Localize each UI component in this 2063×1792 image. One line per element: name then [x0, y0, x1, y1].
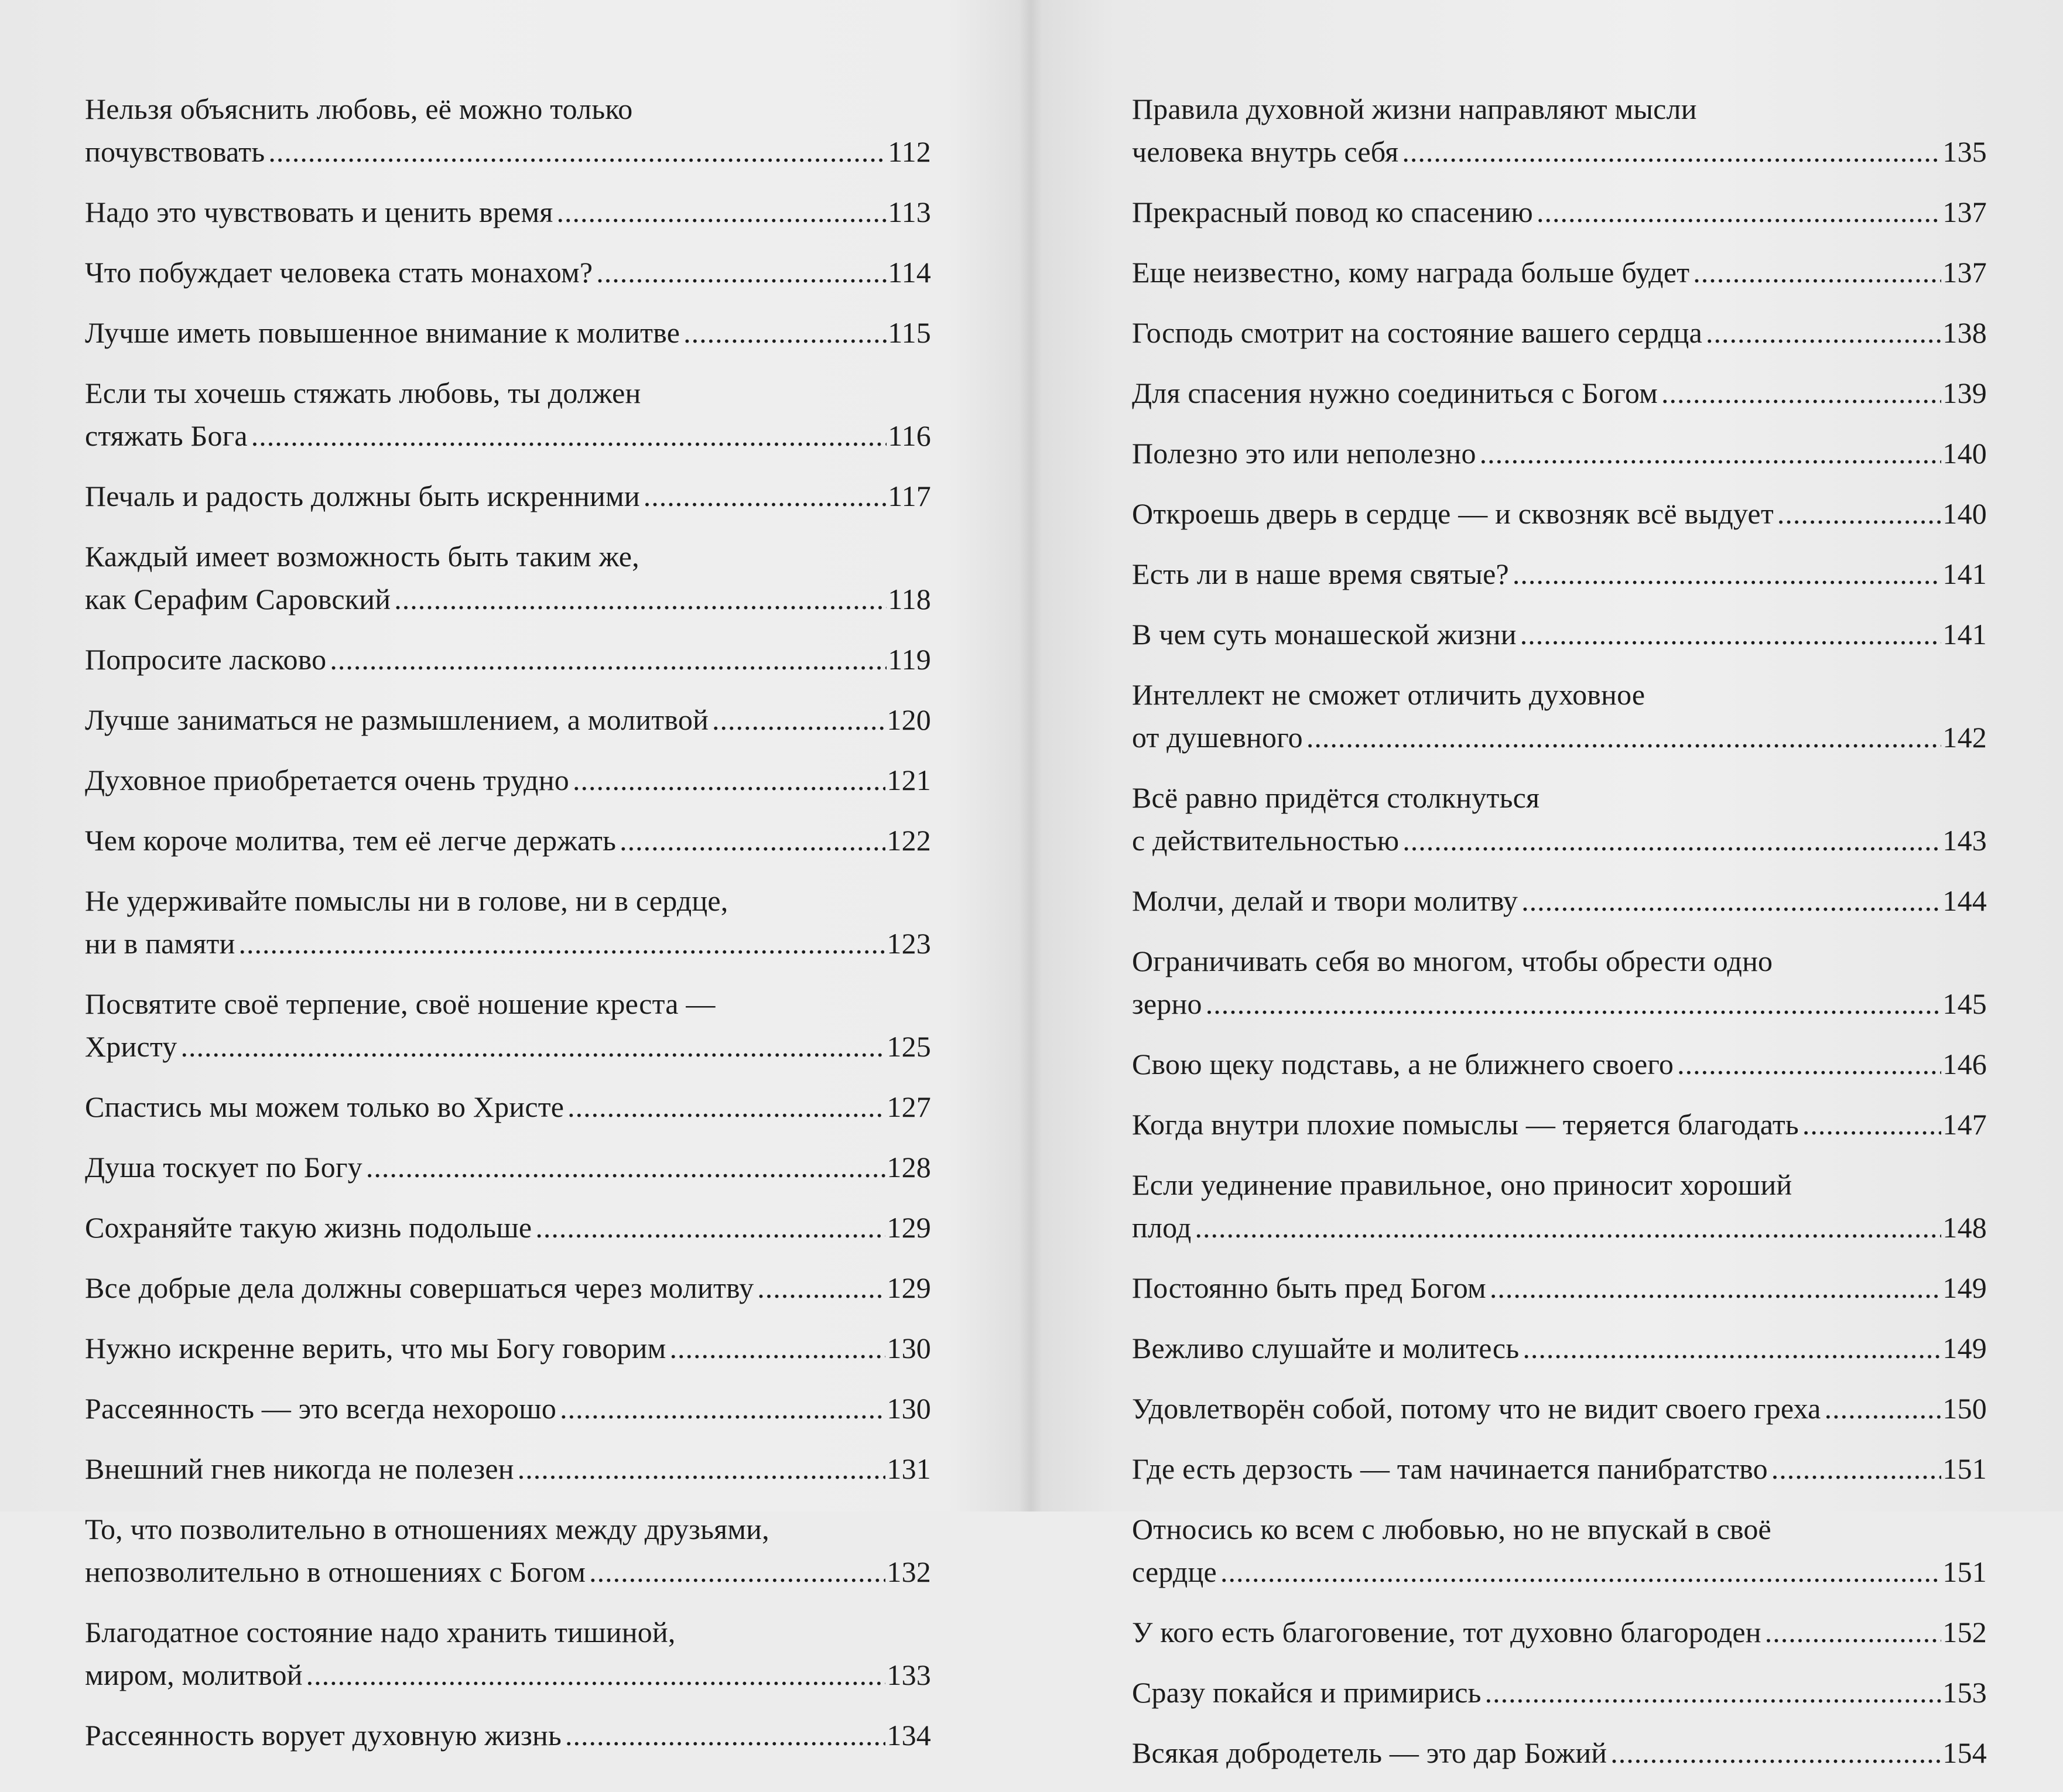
toc-entry-title-line: Спастись мы можем только во Христе — [85, 1090, 564, 1123]
toc-entry-title-line: Печаль и радость должны быть искренними — [85, 480, 640, 512]
toc-entry — [1132, 1448, 1987, 1490]
dot-leader — [1523, 1327, 1941, 1370]
toc-page-number: 145 — [1942, 987, 1987, 1020]
dot-leader — [394, 578, 887, 621]
dot-leader — [620, 819, 885, 862]
toc-entry-title-line: Попросите ласково — [85, 643, 327, 676]
toc-page-number: 143 — [1942, 824, 1987, 857]
toc-entry-title-line: Удовлетворён собой, потому что не видит своего греха — [1132, 1392, 1821, 1425]
dot-leader — [560, 1387, 885, 1430]
toc-page-number: 128 — [887, 1151, 931, 1184]
toc-entry-title-line: Что побуждает человека стать монахом? — [85, 256, 593, 289]
dot-leader — [1825, 1387, 1942, 1430]
toc-page-number: 129 — [887, 1271, 931, 1304]
toc-entry — [1132, 1732, 1987, 1774]
toc-entry-last-line — [85, 578, 931, 621]
toc-entry — [1132, 880, 1987, 922]
toc-page-number: 154 — [1942, 1736, 1987, 1769]
toc-entry-title-line: Прекрасный повод ко спасению — [1132, 196, 1533, 228]
toc-entry — [1132, 493, 1987, 535]
toc-entry-last-line — [1132, 1387, 1987, 1430]
toc-page-number: 149 — [1942, 1271, 1987, 1304]
toc-page-number: 142 — [1942, 721, 1987, 754]
toc-entry — [1132, 1508, 1987, 1593]
toc-entry — [1132, 1164, 1987, 1249]
toc-entry — [1132, 372, 1987, 415]
toc-entry — [1132, 191, 1987, 234]
toc-entry-last-line — [1132, 1671, 1987, 1714]
toc-entry — [85, 1387, 931, 1430]
dot-leader — [251, 415, 887, 457]
toc-entry-title-line: Постоянно быть пред Богом — [1132, 1271, 1486, 1304]
toc-page-number: 113 — [888, 196, 931, 228]
toc-entry-last-line — [1132, 493, 1987, 535]
toc-entry-title-line: как Серафим Саровский — [85, 583, 391, 615]
toc-entry-last-line — [85, 638, 931, 681]
toc-entry-title-line: Рассеянность — это всегда нехорошо — [85, 1392, 557, 1425]
dot-leader — [1402, 819, 1941, 862]
toc-page-number: 146 — [1942, 1048, 1987, 1080]
toc-page-number: 133 — [887, 1658, 931, 1691]
toc-entry-title-line: Свою щеку подставь, а не ближнего своего — [1132, 1048, 1674, 1080]
dot-leader — [1306, 716, 1942, 759]
toc-entry — [85, 638, 931, 681]
toc-page-number: 150 — [1942, 1392, 1987, 1425]
toc-entry-title-line: Полезно это или неполезно — [1132, 437, 1476, 470]
dot-leader — [589, 1551, 885, 1593]
toc-entry-title-line: Лучше заниматься не размышлением, а молитвой — [85, 703, 709, 736]
toc-page-number: 149 — [1942, 1332, 1987, 1364]
toc-entry-last-line — [1132, 1103, 1987, 1146]
toc-entry-last-line — [85, 475, 931, 518]
dot-leader — [573, 759, 885, 802]
toc-entry-last-line — [85, 1206, 931, 1249]
toc-entry-title-line: Относись ко всем с любовью, но не впускай в своё — [1132, 1513, 1771, 1545]
toc-entry — [85, 880, 931, 965]
toc-entry-title-line: Если ты хочешь стяжать любовь, ты должен — [85, 377, 641, 409]
toc-entry-last-line — [1132, 553, 1987, 596]
toc-entry-last-line — [85, 1448, 931, 1490]
toc-entry — [85, 1611, 931, 1697]
toc-entry-title-line: Душа тоскует по Богу — [85, 1151, 362, 1184]
toc-entry-title-line: Есть ли в наше время святые? — [1132, 558, 1509, 590]
toc-entry-last-line — [85, 1146, 931, 1189]
toc-entry-last-line — [1132, 716, 1987, 759]
dot-leader — [1480, 432, 1942, 475]
toc-page-number: 135 — [1942, 135, 1987, 168]
toc-page-number: 141 — [1942, 618, 1987, 651]
toc-page-number: 147 — [1942, 1108, 1987, 1141]
toc-entry — [1132, 432, 1987, 475]
toc-entry-last-line — [85, 1654, 931, 1697]
toc-entry-title-line: Духовное приобретается очень трудно — [85, 764, 569, 796]
dot-leader — [518, 1448, 886, 1490]
dot-leader — [1661, 372, 1941, 415]
dot-leader — [1610, 1732, 1941, 1774]
toc-entry-last-line — [1132, 819, 1987, 862]
toc-page-number: 129 — [887, 1211, 931, 1244]
dot-leader — [1220, 1551, 1941, 1593]
toc-entry — [85, 251, 931, 294]
dot-leader — [1402, 131, 1941, 173]
toc-page-number: 131 — [887, 1452, 931, 1485]
toc-entry-last-line — [1132, 432, 1987, 475]
dot-leader — [1206, 983, 1942, 1025]
toc-entry — [85, 1714, 931, 1757]
toc-entry — [1132, 1043, 1987, 1086]
toc-page-number: 123 — [887, 927, 931, 960]
toc-entry — [1132, 673, 1987, 759]
dot-leader — [1490, 1267, 1942, 1309]
toc-page-number: 152 — [1942, 1616, 1987, 1649]
dot-leader — [366, 1146, 886, 1189]
toc-page-number: 112 — [888, 135, 931, 168]
toc-entry-last-line — [1132, 1551, 1987, 1593]
toc-entry-last-line — [85, 191, 931, 234]
toc-entry-title-line: Не удерживайте помыслы ни в голове, ни в сердце, — [85, 884, 728, 917]
toc-entry-last-line — [1132, 1448, 1987, 1490]
toc-entry-title-line: человека внутрь себя — [1132, 135, 1399, 168]
toc-entry — [1132, 1611, 1987, 1654]
toc-entry-title-line: Всякая добродетель — это дар Божий — [1132, 1736, 1607, 1769]
toc-page-number: 125 — [887, 1030, 931, 1063]
right-page-toc — [1132, 88, 1987, 1792]
toc-entry-title-line: То, что позволительно в отношениях между друзьями, — [85, 1513, 769, 1545]
toc-entry — [85, 372, 931, 457]
toc-entry-title-line: сердце — [1132, 1555, 1217, 1588]
toc-entry-title-line: почувствовать — [85, 135, 265, 168]
toc-entry-last-line — [85, 1025, 931, 1068]
toc-entry — [85, 1267, 931, 1309]
dot-leader — [1765, 1611, 1942, 1654]
toc-entry-title-line: Христу — [85, 1030, 177, 1063]
dot-leader — [268, 131, 887, 173]
toc-entry — [1132, 613, 1987, 656]
dot-leader — [330, 638, 887, 681]
toc-page-number: 116 — [888, 419, 931, 452]
toc-entry-last-line — [85, 699, 931, 741]
toc-entry-last-line — [1132, 1267, 1987, 1309]
toc-entry — [85, 1508, 931, 1593]
toc-entry — [1132, 940, 1987, 1025]
toc-entry — [1132, 251, 1987, 294]
toc-entry — [85, 191, 931, 234]
toc-page-number: 117 — [888, 480, 931, 512]
toc-entry-title-line: Надо это чувствовать и ценить время — [85, 196, 553, 228]
toc-page-number: 115 — [888, 316, 931, 349]
dot-leader — [683, 312, 887, 354]
toc-entry — [85, 983, 931, 1068]
toc-entry — [1132, 777, 1987, 862]
toc-entry-last-line — [85, 922, 931, 965]
dot-leader — [1485, 1671, 1942, 1714]
toc-page-number: 137 — [1942, 196, 1987, 228]
dot-leader — [1706, 312, 1941, 354]
toc-entry — [85, 475, 931, 518]
toc-entry-last-line — [85, 415, 931, 457]
toc-entry — [85, 88, 931, 173]
toc-entry-last-line — [85, 1551, 931, 1593]
toc-entry-title-line: Рассеянность ворует духовную жизнь — [85, 1719, 562, 1752]
toc-entry-title-line: Нельзя объяснить любовь, её можно только — [85, 93, 633, 125]
toc-entry-last-line — [1132, 1206, 1987, 1249]
dot-leader — [1693, 251, 1941, 294]
toc-entry-last-line — [1132, 880, 1987, 922]
dot-leader — [1521, 880, 1941, 922]
toc-page-number: 148 — [1942, 1211, 1987, 1244]
toc-entry-last-line — [85, 1086, 931, 1128]
toc-entry-title-line: Молчи, делай и твори молитву — [1132, 884, 1518, 917]
dot-leader — [567, 1086, 885, 1128]
toc-entry-last-line — [85, 1714, 931, 1757]
toc-entry-title-line: Вежливо слушайте и молитесь — [1132, 1332, 1520, 1364]
toc-entry-last-line — [1132, 131, 1987, 173]
toc-page-number: 118 — [888, 583, 931, 615]
toc-entry-last-line — [85, 251, 931, 294]
toc-entry — [85, 535, 931, 621]
toc-entry-last-line — [1132, 1611, 1987, 1654]
toc-entry-title-line: Интеллект не сможет отличить духовное — [1132, 678, 1645, 711]
toc-page-number: 121 — [887, 764, 931, 796]
toc-entry-title-line: Сохраняйте такую жизнь подольше — [85, 1211, 532, 1244]
toc-entry-last-line — [85, 131, 931, 173]
toc-page-number: 140 — [1942, 497, 1987, 530]
toc-page-number: 134 — [887, 1719, 931, 1752]
dot-leader — [306, 1654, 886, 1697]
toc-entry-last-line — [85, 819, 931, 862]
toc-entry-title-line: с действительностью — [1132, 824, 1400, 857]
toc-entry — [85, 819, 931, 862]
toc-entry-last-line — [85, 1387, 931, 1430]
toc-page-number: 144 — [1942, 884, 1987, 917]
left-page-toc — [85, 88, 931, 1774]
toc-entry — [85, 312, 931, 354]
toc-page-number: 140 — [1942, 437, 1987, 470]
toc-page-number: 141 — [1942, 558, 1987, 590]
toc-entry-title-line: Чем короче молитва, тем её легче держать — [85, 824, 617, 857]
toc-entry — [85, 1327, 931, 1370]
toc-entry — [85, 1146, 931, 1189]
toc-entry — [1132, 312, 1987, 354]
toc-entry-title-line: стяжать Бога — [85, 419, 248, 452]
toc-entry-title-line: непозволительно в отношениях с Богом — [85, 1555, 586, 1588]
toc-entry-last-line — [85, 1267, 931, 1309]
toc-entry-title-line: Еще неизвестно, кому награда больше будет — [1132, 256, 1690, 289]
toc-entry — [1132, 88, 1987, 173]
dot-leader — [1195, 1206, 1942, 1249]
dot-leader — [1520, 613, 1942, 656]
toc-page-number: 122 — [887, 824, 931, 857]
toc-page-number: 130 — [887, 1392, 931, 1425]
toc-entry-title-line: Ограничивать себя во многом, чтобы обрести одно — [1132, 945, 1773, 977]
dot-leader — [596, 251, 887, 294]
toc-entry — [85, 699, 931, 741]
toc-entry-title-line: Где есть дерзость — там начинается панибратство — [1132, 1452, 1768, 1485]
dot-leader — [1513, 553, 1942, 596]
toc-entry — [85, 1206, 931, 1249]
dot-leader — [669, 1327, 885, 1370]
toc-entry-title-line: Для спасения нужно соединиться с Богом — [1132, 377, 1658, 409]
toc-page-number: 132 — [887, 1555, 931, 1588]
toc-entry-last-line — [1132, 312, 1987, 354]
toc-entry-title-line: от душевного — [1132, 721, 1303, 754]
toc-entry — [85, 759, 931, 802]
dot-leader — [1777, 493, 1942, 535]
toc-entry-title-line: Правила духовной жизни направляют мысли — [1132, 93, 1697, 125]
toc-entry-title-line: Нужно искренне верить, что мы Богу говорим — [85, 1332, 666, 1364]
toc-entry-title-line: Все добрые дела должны совершаться через молитву — [85, 1271, 754, 1304]
toc-page-number: 119 — [888, 643, 931, 676]
toc-entry-title-line: Внешний гнев никогда не полезен — [85, 1452, 514, 1485]
dot-leader — [1677, 1043, 1941, 1086]
dot-leader — [1802, 1103, 1941, 1146]
toc-entry-title-line: плод — [1132, 1211, 1192, 1244]
toc-entry — [1132, 553, 1987, 596]
dot-leader — [556, 191, 887, 234]
toc-entry-title-line: Господь смотрит на состояние вашего сердца — [1132, 316, 1703, 349]
toc-entry-last-line — [85, 1327, 931, 1370]
toc-entry-last-line — [85, 312, 931, 354]
toc-entry-last-line — [1132, 372, 1987, 415]
toc-entry-last-line — [1132, 251, 1987, 294]
toc-entry-title-line: У кого есть благоговение, тот духовно благороден — [1132, 1616, 1761, 1649]
dot-leader — [644, 475, 887, 518]
toc-entry — [85, 1086, 931, 1128]
toc-entry-title-line: Всё равно придётся столкнуться — [1132, 781, 1540, 814]
toc-page-number: 139 — [1942, 377, 1987, 409]
toc-entry-title-line: Лучше иметь повышенное внимание к молитве — [85, 316, 680, 349]
toc-page-number: 127 — [887, 1090, 931, 1123]
toc-entry — [1132, 1671, 1987, 1714]
dot-leader — [1537, 191, 1941, 234]
dot-leader — [712, 699, 885, 741]
toc-entry-title-line: Благодатное состояние надо хранить тишиной, — [85, 1616, 676, 1649]
toc-entry-title-line: Когда внутри плохие помыслы — теряется благодать — [1132, 1108, 1799, 1141]
toc-page-number: 138 — [1942, 316, 1987, 349]
toc-entry-last-line — [1132, 613, 1987, 656]
toc-entry-title-line: Откроешь дверь в сердце — и сквозняк всё выдует — [1132, 497, 1774, 530]
toc-entry-last-line — [1132, 983, 1987, 1025]
dot-leader — [565, 1714, 885, 1757]
book-gutter — [1019, 0, 1042, 1511]
toc-entry — [1132, 1267, 1987, 1309]
toc-page-number: 151 — [1942, 1555, 1987, 1588]
toc-entry-title-line: ни в памяти — [85, 927, 235, 960]
toc-entry — [1132, 1387, 1987, 1430]
toc-entry-title-line: Посвятите своё терпение, своё ношение креста — — [85, 987, 716, 1020]
toc-entry — [1132, 1327, 1987, 1370]
toc-entry-title-line: миром, молитвой — [85, 1658, 303, 1691]
toc-page-number: 114 — [888, 256, 931, 289]
toc-page-number: 130 — [887, 1332, 931, 1364]
toc-entry-title-line: Если уединение правильное, оно приносит хороший — [1132, 1168, 1792, 1201]
dot-leader — [239, 922, 886, 965]
toc-entry-title-line: зерно — [1132, 987, 1202, 1020]
dot-leader — [535, 1206, 885, 1249]
dot-leader — [1771, 1448, 1942, 1490]
toc-entry-title-line: Каждый имеет возможность быть таким же, — [85, 540, 639, 573]
dot-leader — [757, 1267, 885, 1309]
toc-page-number: 153 — [1942, 1676, 1987, 1709]
toc-entry-title-line: Сразу покайся и примирись — [1132, 1676, 1482, 1709]
dot-leader — [180, 1025, 885, 1068]
toc-entry — [85, 1448, 931, 1490]
toc-page-number: 137 — [1942, 256, 1987, 289]
toc-entry-last-line — [1132, 1043, 1987, 1086]
toc-entry-title-line: В чем суть монашеской жизни — [1132, 618, 1517, 651]
toc-entry-last-line — [85, 759, 931, 802]
toc-entry-last-line — [1132, 1732, 1987, 1774]
toc-page-number: 120 — [887, 703, 931, 736]
toc-entry — [1132, 1103, 1987, 1146]
toc-entry-last-line — [1132, 191, 1987, 234]
toc-entry-last-line — [1132, 1327, 1987, 1370]
toc-page-number: 151 — [1942, 1452, 1987, 1485]
